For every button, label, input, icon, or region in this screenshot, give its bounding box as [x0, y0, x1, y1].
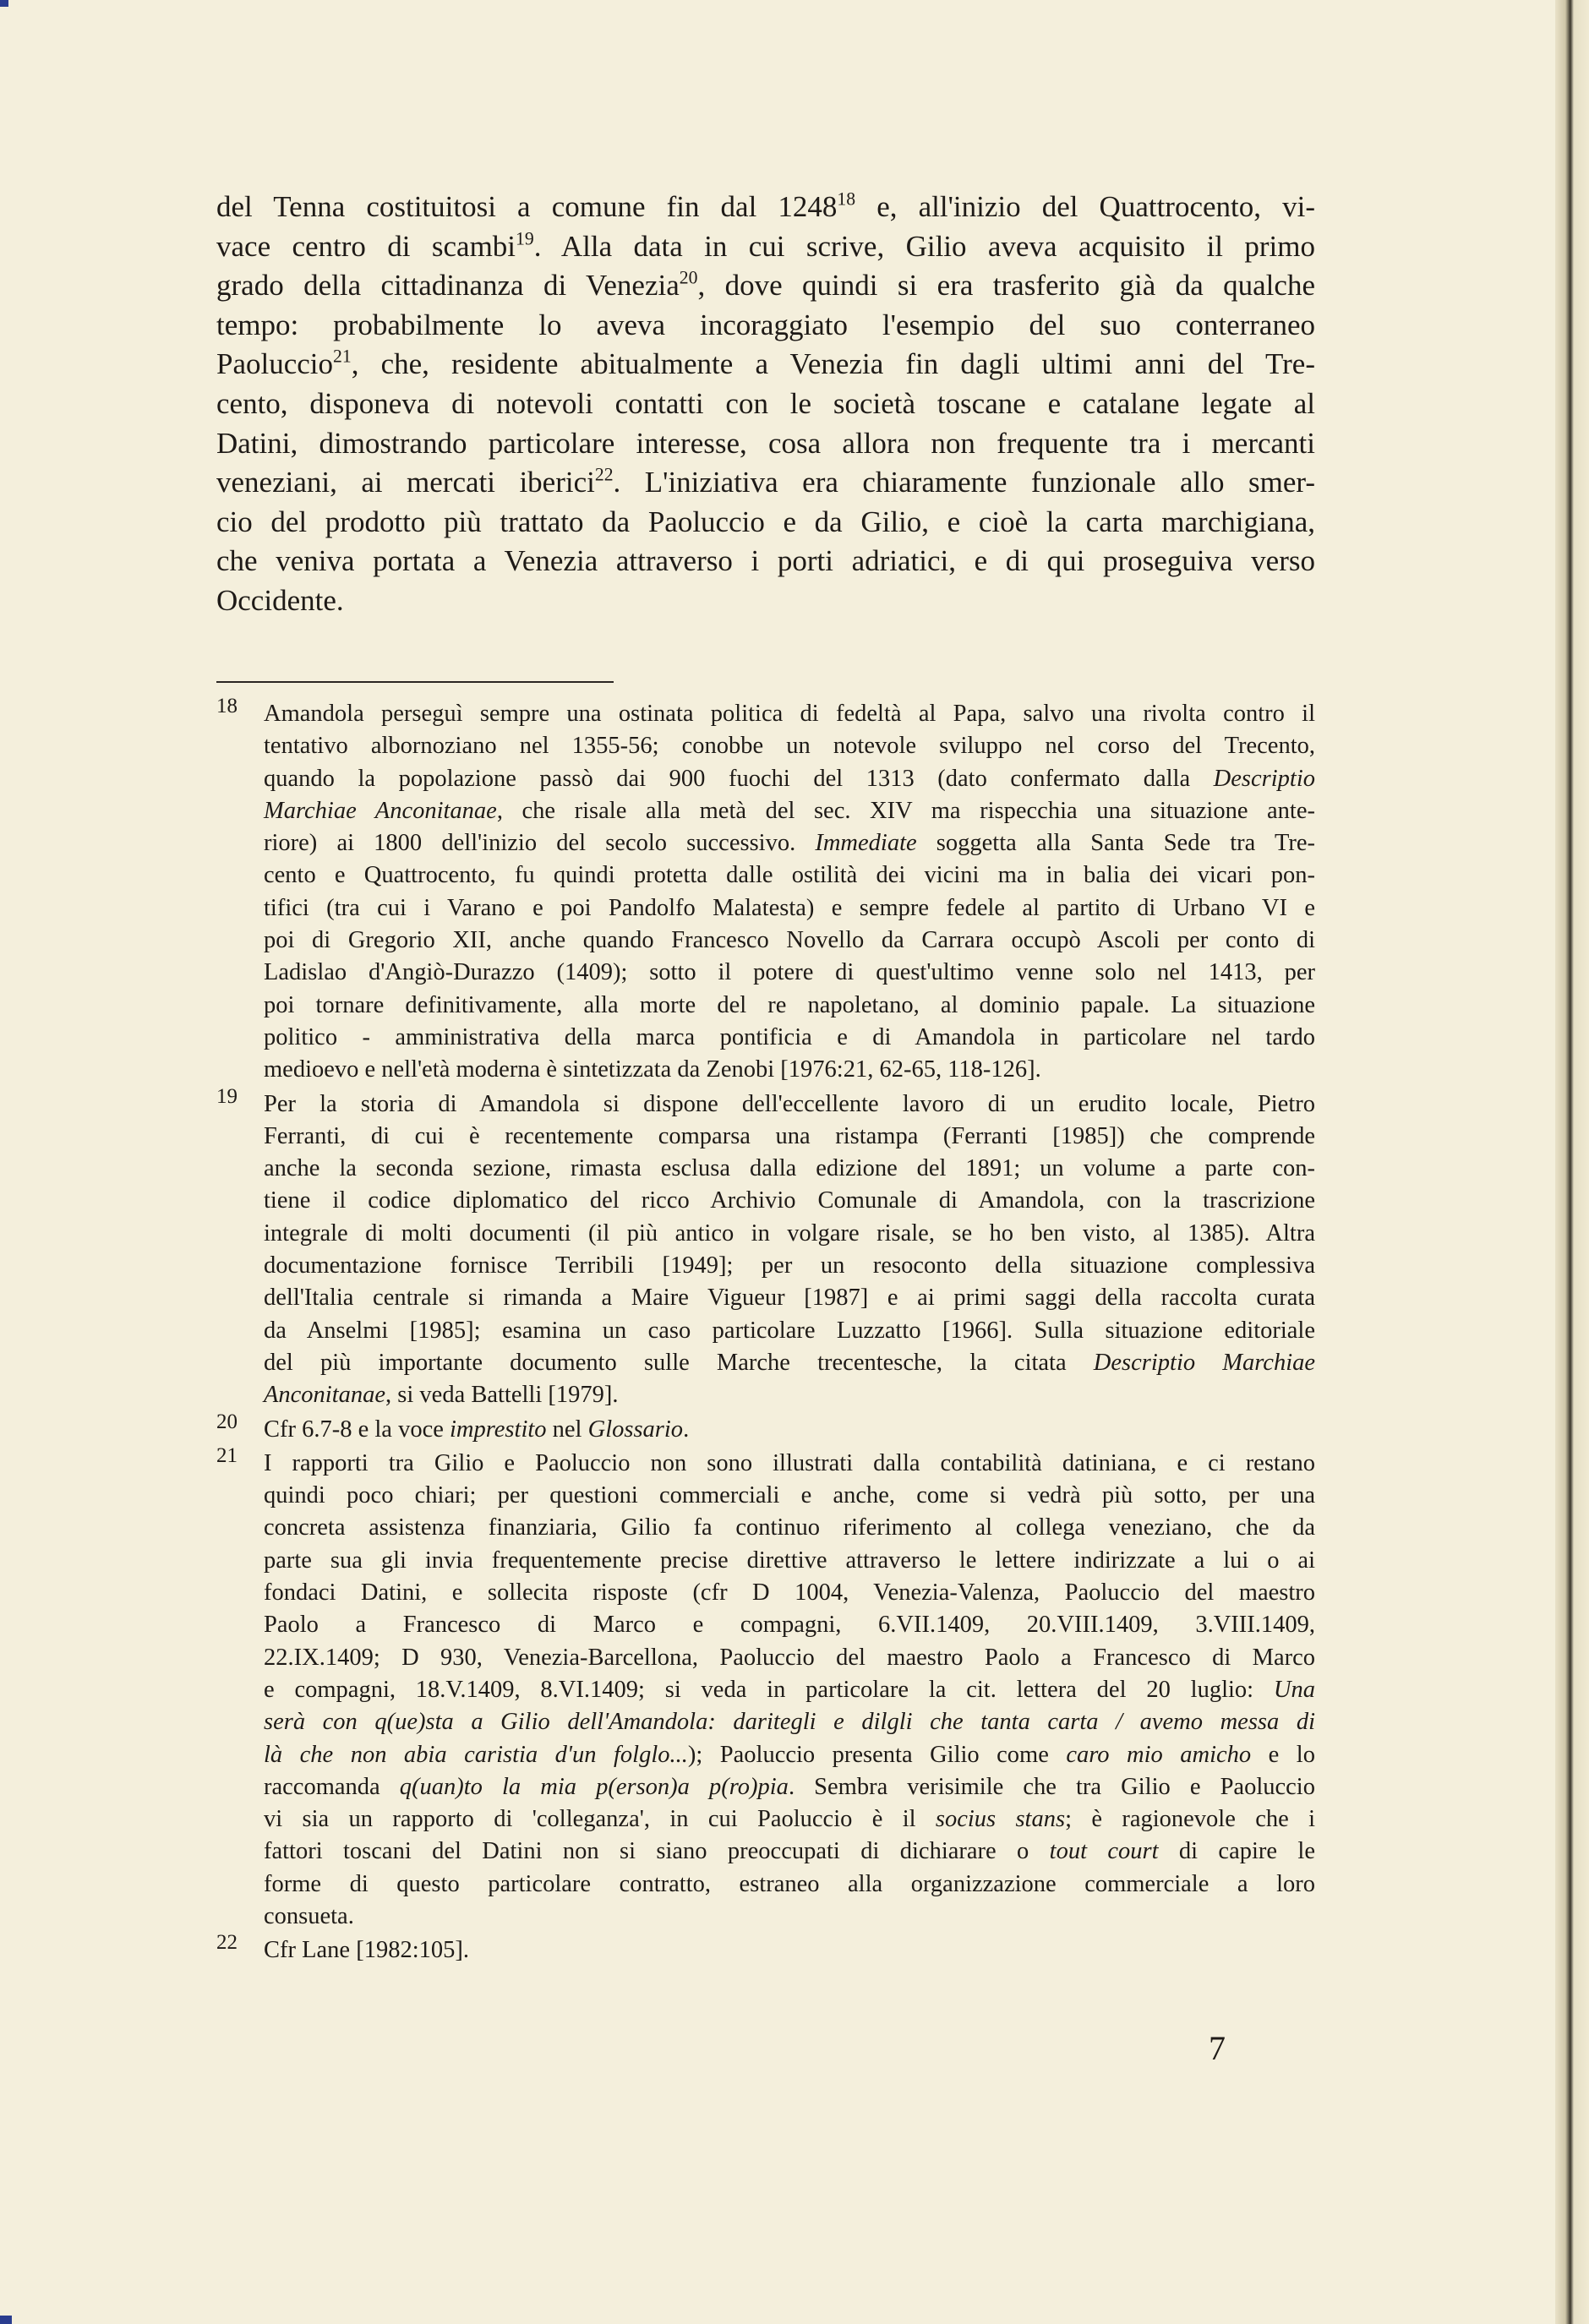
text-run: che veniva portata a Venezia attraverso i porti adriatici, e di qui proseguiva verso: [216, 544, 1315, 578]
text-line: [264, 1250, 1315, 1282]
text-run: .: [683, 1416, 690, 1443]
scan-corner-mark: [0, 0, 8, 7]
text-line: [264, 1414, 1315, 1446]
italic-text: Descriptio: [1213, 765, 1315, 792]
text-line: [264, 827, 1315, 859]
text-run: ); Paoluccio presenta Gilio come: [687, 1741, 1067, 1768]
text-line: [264, 1771, 1315, 1803]
text-run: Datini, dimostrando particolare interesse, cosa allora non frequente tra i mercanti: [216, 426, 1315, 460]
text-run: . L'iniziativa era chiaramente funzionale allo smer-: [613, 466, 1315, 499]
text-run: tiene il codice diplomatico del ricco Archivio Comunale di Amandola, con la trascrizione: [264, 1187, 1315, 1214]
italic-text: tout court: [1049, 1838, 1159, 1865]
text-line: [264, 1480, 1315, 1512]
text-run: forme di questo particolare contratto, estraneo alla organizzazione commerciale a loro: [264, 1870, 1315, 1897]
text-run: Paolo a Francesco di Marco e compagni, 6.VII.1409, 20.VIII.1409, 3.VIII.1409,: [264, 1612, 1315, 1639]
text-line: [264, 957, 1315, 989]
text-run: 22.IX.1409; D 930, Venezia-Barcellona, Paoluccio del maestro Paolo a Francesco di Marco: [264, 1644, 1315, 1671]
italic-text: Glossario: [587, 1416, 684, 1443]
text-line: [264, 795, 1315, 827]
text-run: soggetta alla Santa Sede tra Tre-: [916, 830, 1315, 857]
text-run: . Alla data in cui scrive, Gilio aveva acquisito il primo: [533, 229, 1315, 263]
text-line: [264, 1448, 1315, 1480]
text-run: di capire le: [1158, 1838, 1315, 1865]
text-run: Ladislao d'Angiò-Durazzo (1409); sotto il potere di quest'ultimo venne solo nel 1413, per: [264, 959, 1315, 986]
italic-text: Una: [1273, 1676, 1315, 1703]
book-page-edge: [1555, 0, 1589, 2324]
text-line: [216, 424, 1315, 464]
text-run: cento, disponeva di notevoli contatti con le società toscane e catalane legate al: [216, 386, 1315, 420]
footnote-number: 20: [216, 1410, 238, 1433]
text-run: tifici (tra cui i Varano e poi Pandolfo Malatesta) e sempre fedele al partito di Urbano VI e: [264, 894, 1315, 921]
text-line: [264, 990, 1315, 1022]
text-line: [264, 1803, 1315, 1836]
footnote-separator-rule: [216, 681, 614, 683]
footnote-20: [216, 1410, 1315, 1446]
text-run: quando la popolazione passò dai 900 fuochi del 1313 (dato confermato dalla: [264, 765, 1214, 792]
text-run: Occidente.: [216, 583, 344, 617]
italic-text: q(uan)to la mia p(erson)a p(ro)pia: [399, 1773, 789, 1800]
text-run: del più importante documento sulle Marche trecentesche, la citata: [264, 1349, 1094, 1376]
text-line: [216, 542, 1315, 581]
text-run: Cfr Lane [1982:105].: [264, 1937, 469, 1964]
text-run: documentazione fornisce Terribili [1949]; per un resoconto della situazione complessiva: [264, 1252, 1315, 1279]
text-line: [264, 1054, 1315, 1086]
text-line: [264, 1512, 1315, 1544]
text-run: grado della cittadinanza di Venezia: [216, 269, 680, 303]
text-run: riore) ai 1800 dell'inizio del secolo successivo.: [264, 830, 816, 857]
text-line: [264, 859, 1315, 892]
text-line: [264, 1022, 1315, 1054]
text-run: del Tenna costituitosi a comune fin dal 1248: [216, 190, 838, 223]
text-run: I rapporti tra Gilio e Paoluccio non sono illustrati dalla contabilità datiniana, e ci restano: [264, 1449, 1315, 1476]
text-line: [264, 1545, 1315, 1577]
text-run: , che risale alla metà del sec. XIV ma rispecchia una situazione ante-: [496, 797, 1315, 824]
text-line: [216, 266, 1315, 306]
text-run: Paoluccio: [216, 347, 334, 381]
text-run: raccomanda: [264, 1773, 400, 1800]
text-line: [264, 1836, 1315, 1868]
text-line: [264, 1185, 1315, 1217]
text-run: , si veda Battelli [1979].: [385, 1382, 619, 1409]
italic-text: Marchiae Anconitanae: [264, 797, 497, 824]
text-run: tempo: probabilmente lo aveva incoraggiato l'esempio del suo conterraneo: [216, 308, 1315, 341]
footnote-number: 22: [216, 1931, 238, 1955]
text-line: [264, 1088, 1315, 1121]
text-run: e, all'inizio del Quattrocento, vi-: [855, 190, 1315, 223]
text-line: [264, 1282, 1315, 1314]
footnote-reference: 18: [837, 188, 856, 210]
text-run: , che, residente abitualmente a Venezia fin dagli ultimi anni del Tre-: [351, 347, 1315, 381]
text-run: e compagni, 18.V.1409, 8.VI.1409; si veda in particolare la cit. lettera del 20 luglio:: [264, 1676, 1274, 1703]
text-line: [264, 730, 1315, 762]
footnote-number: 18: [216, 695, 238, 717]
text-line: [264, 1153, 1315, 1185]
text-run: poi tornare definitivamente, alla morte del re napoletano, al dominio papale. La situazione: [264, 991, 1315, 1018]
text-run: nel: [546, 1416, 588, 1443]
text-line: [216, 188, 1315, 227]
text-run: anche la seconda sezione, rimasta esclusa dalla edizione del 1891; un volume a parte con-: [264, 1155, 1315, 1182]
text-line: [216, 345, 1315, 385]
text-run: da Anselmi [1985]; esamina un caso particolare Luzzatto [1966]. Sulla situazione editoriale: [264, 1317, 1315, 1344]
text-line: [264, 1379, 1315, 1411]
text-run: cento e Quattrocento, fu quindi protetta dalle ostilità dei vicini ma in balia dei vicari pon-: [264, 862, 1315, 889]
text-line: [216, 503, 1315, 543]
main-text: [216, 188, 1315, 621]
text-line: [264, 1218, 1315, 1250]
text-line: [264, 1934, 1315, 1967]
footnote-number: 19: [216, 1084, 238, 1108]
footnote-18: [216, 695, 1315, 1087]
text-line: [264, 1706, 1315, 1738]
text-run: consueta.: [264, 1902, 354, 1929]
text-run: tentativo albornoziano nel 1355-56; conobbe un notevole sviluppo nel corso del Trecento,: [264, 733, 1315, 760]
text-line: [264, 1674, 1315, 1706]
text-run: dell'Italia centrale si rimanda a Maire Vigueur [1987] e ai primi saggi della raccolta curata: [264, 1285, 1315, 1312]
italic-text: caro mio amicho: [1066, 1741, 1252, 1768]
text-run: Ferranti, di cui è recentemente comparsa una ristampa (Ferranti [1985]) che comprende: [264, 1122, 1315, 1149]
text-run: integrale di molti documenti (il più antico in volgare risale, se ho ben visto, al 1385). Altra: [264, 1219, 1315, 1247]
text-run: cio del prodotto più trattato da Paoluccio e da Gilio, e cioè la carta marchigiana,: [216, 505, 1315, 538]
text-line: [216, 581, 1315, 621]
text-line: [264, 1739, 1315, 1771]
text-run: vi sia un rapporto di 'colleganza', in cui Paoluccio è il: [264, 1806, 936, 1833]
footnote-reference: 19: [516, 228, 534, 249]
text-line: [264, 1901, 1315, 1933]
text-run: e lo: [1251, 1741, 1315, 1768]
text-line: [264, 892, 1315, 925]
text-line: [216, 463, 1315, 503]
text-line: [264, 698, 1315, 730]
italic-text: serà con q(ue)sta a Gilio dell'Amandola: daritegli e dilgli che tanta carta / avemo messa di: [264, 1709, 1315, 1736]
text-run: Cfr 6.7-8 e la voce: [264, 1416, 450, 1443]
scan-corner-mark: [0, 2316, 12, 2324]
text-line: [264, 1347, 1315, 1379]
footnote-reference: 21: [333, 346, 352, 367]
text-run: quindi poco chiari; per questioni commerciali e anche, come si vedrà più sotto, per una: [264, 1482, 1315, 1509]
text-line: [216, 227, 1315, 267]
text-run: , dove quindi si era trasferito già da qualche: [697, 269, 1315, 303]
text-line: [264, 925, 1315, 957]
text-run: ; è ragionevole che i: [1065, 1806, 1315, 1833]
text-run: poi di Gregorio XII, anche quando Francesco Novello da Carrara occupò Ascoli per conto di: [264, 927, 1315, 954]
text-run: Amandola perseguì sempre una ostinata politica di fedeltà al Papa, salvo una rivolta contro il: [264, 701, 1315, 727]
text-run: fattori toscani del Datini non si siano preoccupati di dichiarare o: [264, 1838, 1050, 1865]
italic-text: Immediate: [815, 830, 917, 857]
text-run: medioevo e nell'età moderna è sintetizzata da Zenobi [1976:21, 62-65, 118-126].: [264, 1056, 1041, 1083]
text-line: [264, 1642, 1315, 1674]
text-line: [216, 306, 1315, 346]
italic-text: socius stans: [935, 1806, 1066, 1833]
footnote-22: [216, 1931, 1315, 1967]
text-run: Per la storia di Amandola si dispone dell'eccellente lavoro di un erudito locale, Pietro: [264, 1090, 1315, 1117]
text-line: [264, 1121, 1315, 1153]
footnote-reference: 22: [594, 464, 614, 485]
page-number: 7: [1209, 2029, 1226, 2067]
text-run: . Sembra verisimile che tra Gilio e Paoluccio: [788, 1773, 1315, 1800]
footnote-number: 21: [216, 1443, 238, 1467]
italic-text: Anconitanae: [264, 1382, 386, 1409]
text-line: [264, 1868, 1315, 1901]
text-run: veneziani, ai mercati iberici: [216, 466, 595, 499]
text-line: [264, 763, 1315, 795]
footnote-19: [216, 1084, 1316, 1412]
italic-text: là che non abia caristia d'un folglo...: [264, 1741, 688, 1768]
footnote-reference: 20: [679, 267, 698, 288]
footnotes: [216, 695, 1316, 1969]
italic-text: imprestito: [450, 1416, 547, 1443]
text-run: fondaci Datini, e sollecita risposte (cfr D 1004, Venezia-Valenza, Paoluccio del maestro: [264, 1579, 1315, 1607]
text-line: [264, 1315, 1315, 1347]
footnote-21: [216, 1443, 1315, 1933]
text-run: parte sua gli invia frequentemente precise direttive attraverso le lettere indirizzate a lui o ai: [264, 1547, 1315, 1574]
text-run: politico - amministrativa della marca pontificia e di Amandola in particolare nel tardo: [264, 1023, 1315, 1050]
italic-text: Descriptio Marchiae: [1093, 1349, 1316, 1376]
text-line: [264, 1609, 1315, 1641]
text-line: [216, 385, 1315, 424]
text-run: vace centro di scambi: [216, 229, 516, 263]
text-run: concreta assistenza finanziaria, Gilio fa continuo riferimento al collega veneziano, che da: [264, 1514, 1315, 1541]
text-line: [264, 1577, 1315, 1609]
